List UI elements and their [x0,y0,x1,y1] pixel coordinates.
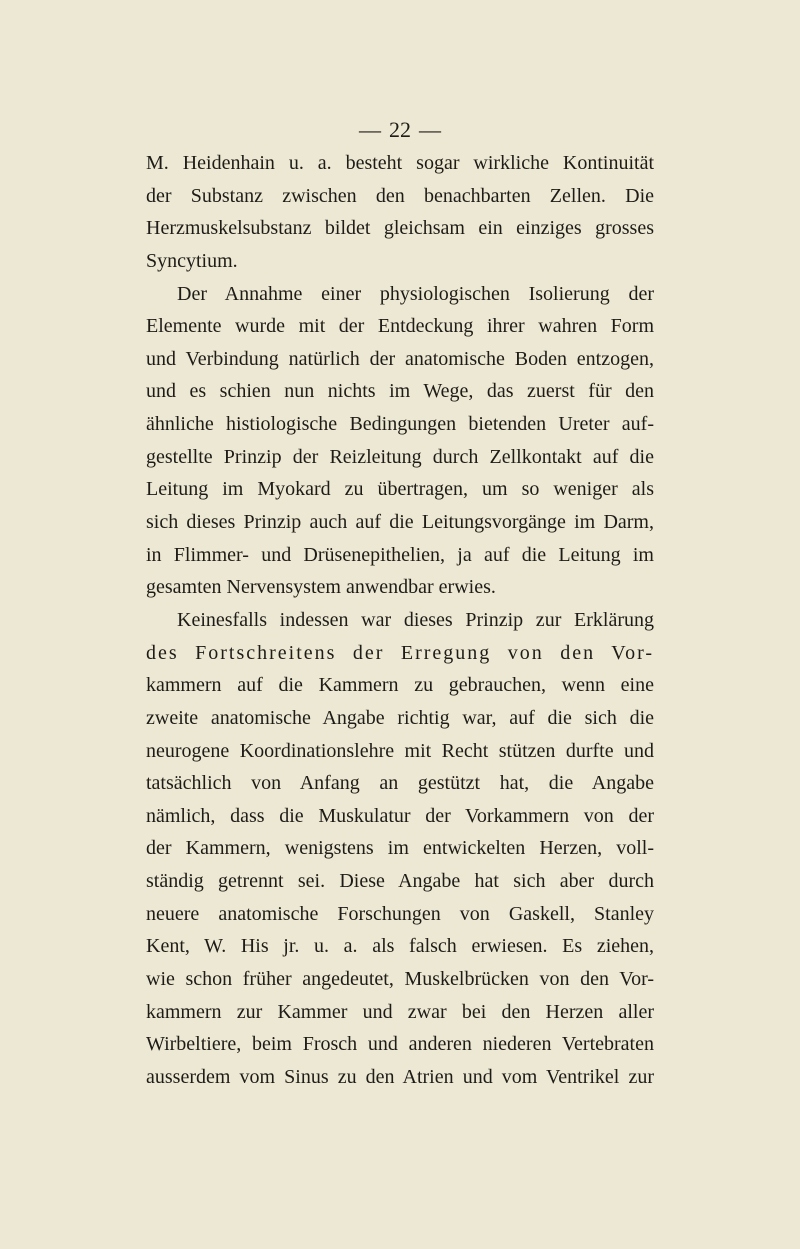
text-line: Syncytium. [146,249,238,272]
text-line: der Substanz zwischen den benachbarten Zellen. Die [146,184,654,207]
text-line: und es schien nun nichts im Wege, das zuerst für den [146,380,654,403]
text-line: und Verbindung natürlich der anatomische Boden entzogen, [146,347,654,370]
text-line: nämlich, dass die Muskulatur der Vorkammern von der [146,804,654,827]
text-line: kammern zur Kammer und zwar bei den Herzen aller [146,1000,654,1023]
text-line: Herzmuskelsubstanz bildet gleichsam ein einziges grosses [146,217,654,240]
text-line: Kent, W. His jr. u. a. als falsch erwiesen. Es ziehen, [146,935,654,958]
text-line: gesamten Nervensystem anwendbar erwies. [146,576,496,599]
text-line: Wirbeltiere, beim Frosch und anderen niederen Vertebraten [146,1033,654,1056]
text-line: ähnliche histiologische Bedingungen bietenden Ureter auf- [146,413,654,436]
text-line: des Fortschreitens der Erregung von den Vor- [146,641,654,664]
text-line: neurogene Koordinationslehre mit Recht stützen durfte und [146,739,654,762]
text-line: sich dieses Prinzip auch auf die Leitungsvorgänge im Darm, [146,511,654,534]
text-line: kammern auf die Kammern zu gebrauchen, wenn eine [146,674,654,697]
page-number-dash-right: — [419,117,441,142]
page-number-value: 22 [389,117,411,142]
text-line: tatsächlich von Anfang an gestützt hat, die Angabe [146,772,654,795]
text-line: der Kammern, wenigstens im entwickelten Herzen, voll- [146,837,654,860]
text-line: wie schon früher angedeutet, Muskelbrücken von den Vor- [146,968,654,991]
body-text [146,147,654,1094]
text-line: zweite anatomische Angabe richtig war, auf die sich die [146,706,654,729]
text-line: Leitung im Myokard zu übertragen, um so weniger als [146,478,654,501]
text-line: Der Annahme einer physiologischen Isolierung der [177,282,654,305]
page-number [0,117,800,143]
page-number-dash-left: — [359,117,381,142]
text-line: ständig getrennt sei. Diese Angabe hat sich aber durch [146,870,654,893]
text-line: Elemente wurde mit der Entdeckung ihrer wahren Form [146,315,654,338]
text-line: in Flimmer- und Drüsenepithelien, ja auf die Leitung im [146,543,654,566]
text-line: M. Heidenhain u. a. besteht sogar wirkliche Kontinuität [146,152,654,174]
text-line: Keinesfalls indessen war dieses Prinzip zur Erklärung [177,608,654,631]
text-line: neuere anatomische Forschungen von Gaskell, Stanley [146,902,654,925]
text-line: ausserdem vom Sinus zu den Atrien und vom Ventrikel zur [146,1065,654,1088]
text-line: gestellte Prinzip der Reizleitung durch Zellkontakt auf die [146,445,654,468]
